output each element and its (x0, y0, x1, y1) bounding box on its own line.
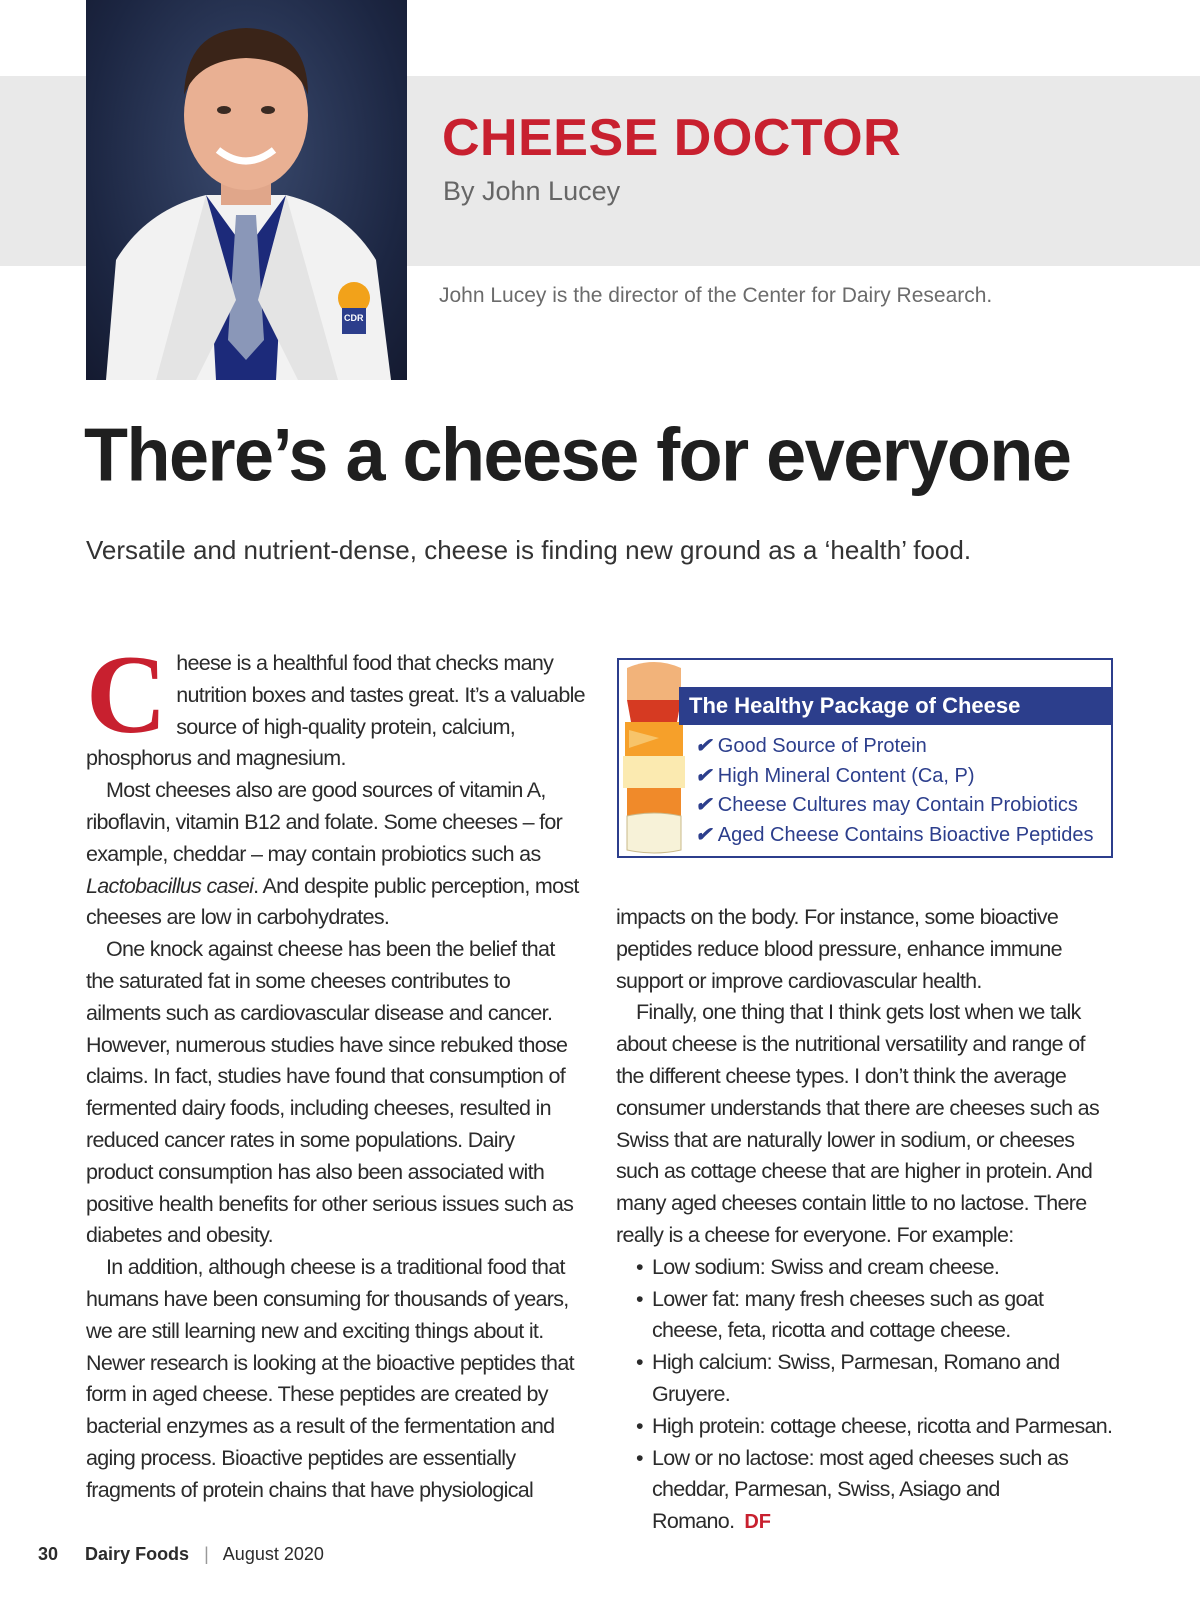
list-item-text: Low or no lactose: most aged cheeses such as cheddar, Parmesan, Swiss, Asiago and Romano. (652, 1445, 1069, 1534)
list-item (616, 1347, 1116, 1411)
bullet-icon: • (636, 1413, 643, 1438)
paragraph-intro (86, 633, 586, 775)
author-photo (86, 0, 407, 380)
healthy-package-callout (617, 658, 1113, 858)
drop-cap: C (86, 633, 167, 757)
paragraph-versatility: Finally, one thing that I think gets lost when we talk about cheese is the nutritional versatility and range of the different cheese types. I don’t think the average consumer understands that there are cheeses such as Swiss that are naturally lower in sodium, or cheeses such as cottage cheese that are higher in protein. And many aged cheeses contain little to no lactose. There really is a cheese for everyone. For example: (616, 1000, 1099, 1247)
checkmark-icon: ✔ (695, 823, 712, 846)
publication-name: Dairy Foods (85, 1544, 190, 1564)
article-column-left (86, 633, 586, 1507)
author-portrait-illustration (86, 0, 407, 380)
list-item (616, 1252, 1116, 1284)
article-deck: Versatile and nutrient-dense, cheese is finding new ground as a ‘health’ food. (86, 535, 972, 565)
list-item-text: Lower fat: many fresh cheeses such as goat cheese, feta, ricotta and cottage cheese. (652, 1286, 1044, 1343)
callout-list (695, 732, 1094, 850)
bullet-icon: • (636, 1445, 643, 1470)
callout-item-probiotics (695, 791, 1094, 821)
callout-item-text: Good Source of Protein (717, 735, 927, 757)
byline: By John Lucey (443, 176, 621, 206)
author-bio: John Lucey is the director of the Center for Dairy Research. (439, 284, 993, 307)
callout-item-text: Cheese Cultures may Contain Probiotics (717, 794, 1078, 816)
list-item (616, 1443, 1116, 1539)
cdr-badge-label: CDR (344, 313, 364, 323)
probiotic-name: Lactobacillus casei (86, 873, 254, 898)
callout-item-protein (695, 732, 1094, 762)
checkmark-icon: ✔ (695, 735, 712, 757)
list-item-text: High protein: cottage cheese, ricotta and Parmesan. (652, 1413, 1113, 1438)
article-headline: There’s a cheese for everyone (84, 413, 1071, 498)
list-item (616, 1284, 1116, 1348)
checkmark-icon: ✔ (695, 794, 712, 816)
checkmark-icon: ✔ (695, 764, 712, 787)
page-number: 30 (38, 1544, 59, 1564)
callout-item-text: High Mineral Content (Ca, P) (717, 764, 975, 787)
end-mark-df: DF (744, 1511, 772, 1534)
callout-item-peptides (695, 821, 1094, 851)
bullet-icon: • (636, 1254, 643, 1279)
article-column-right (616, 902, 1116, 1539)
paragraph-vitamins-text: Most cheeses also are good sources of vitamin A, riboflavin, vitamin B12 and folate. Some cheeses – for example, cheddar – may contain probiotics such as (86, 778, 563, 866)
list-item-text: Low sodium: Swiss and cream cheese. (652, 1254, 1000, 1279)
bullet-icon: • (636, 1286, 643, 1311)
list-item-text: High calcium: Swiss, Parmesan, Romano and Gruyere. (652, 1350, 1060, 1406)
paragraph-intro-text: heese is a healthful food that checks many nutrition boxes and tastes great. It’s a valuable source of high-quality protein, calcium, phosphorus and magnesium. (86, 651, 585, 771)
cheese-type-list (616, 1252, 1116, 1539)
list-item (616, 1411, 1116, 1443)
callout-item-text: Aged Cheese Contains Bioactive Peptides (717, 823, 1094, 846)
paragraph-saturated-fat: One knock against cheese has been the belief that the saturated fat in some cheeses contributes to ailments such as cardiovascular disease and cancer. However, numerous studies have since rebuked those claims. In fact, studies have found that consumption of fermented dairy foods, including cheeses, resulted in reduced cancer rates in some populations. Dairy product consumption has also been associated with positive health benefits for other serious issues such as diabetes and obesity. (86, 937, 574, 1248)
paragraph-vitamins (86, 775, 586, 934)
column-title: CHEESE DOCTOR (442, 109, 902, 167)
page-footer (38, 1544, 324, 1565)
bullet-icon: • (636, 1350, 643, 1375)
issue-date: August 2020 (222, 1544, 324, 1564)
paragraph-peptide-impacts: impacts on the body. For instance, some bioactive peptides reduce blood pressure, enhance immune support or improve cardiovascular health. (616, 905, 1062, 993)
paragraph-bioactive-peptides: In addition, although cheese is a traditional food that humans have been consuming for thousands of years, we are still learning new and exciting things about it. Newer research is looking at the bioactive peptides that form in aged cheese. These peptides are created by bacterial enzymes as a result of the fermentation and aging process. Bioactive peptides are essentially fragments of protein chains that have physiological (86, 1255, 574, 1502)
callout-title: The Healthy Package of Cheese (689, 693, 1021, 718)
callout-item-minerals (695, 762, 1094, 792)
footer-separator: | (204, 1544, 209, 1564)
paragraph-vitamins-text-end: . And despite public perception, most cheeses are low in carbohydrates. (86, 873, 579, 930)
